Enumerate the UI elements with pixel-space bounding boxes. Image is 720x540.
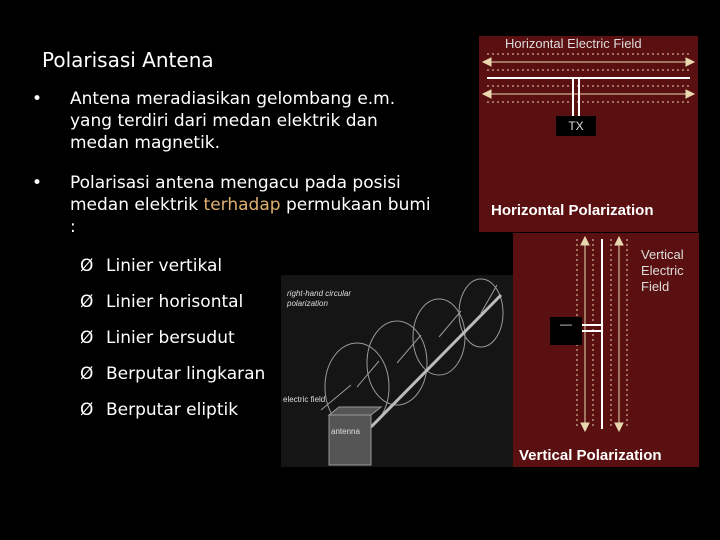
sub-item — [80, 256, 222, 276]
sub-item — [80, 364, 265, 384]
sub-item — [80, 400, 238, 420]
sub-item-label: Linier vertikal — [106, 256, 223, 276]
vertical-field-label: Electric — [641, 263, 684, 278]
horizontal-field-label: Horizontal Electric Field — [505, 36, 642, 51]
circular-polarization-image — [281, 275, 513, 467]
sub-item-label: Berputar lingkaran — [106, 364, 266, 384]
bullet-text: Antena meradiasikan gelombang e.m. yang terdiri dari medan elektrik dan medan magnetik. — [70, 89, 396, 153]
arrow-marker: Ø — [80, 400, 94, 420]
transmitter-box: TX — [556, 116, 596, 136]
bullet-text-part: permukaan bumi : — [70, 195, 431, 237]
horizontal-polarization-figure — [479, 36, 698, 232]
vertical-field-label: Vertical — [641, 247, 684, 262]
vertical-polarization-figure — [513, 233, 699, 467]
sub-item — [80, 328, 235, 348]
arrow-marker: Ø — [80, 328, 94, 348]
bullet-marker: • — [32, 89, 43, 109]
arrow-marker: Ø — [80, 292, 94, 312]
bullet-text-part: Polarisasi antena mengacu pada posisi medan elektrik — [70, 173, 401, 215]
photo-caption: right-hand circular — [287, 289, 352, 298]
sub-item-label: Berputar eliptik — [106, 400, 239, 420]
arrow-marker: Ø — [80, 364, 94, 384]
antenna-label: antenna — [331, 427, 360, 436]
sub-item-label: Linier horisontal — [106, 292, 244, 312]
transmitter-box: — — [550, 317, 582, 345]
arrow-marker: Ø — [80, 256, 94, 276]
horizontal-caption: Horizontal Polarization — [491, 202, 654, 219]
sub-item-label: Linier bersudut — [106, 328, 235, 348]
bullet-text — [70, 172, 440, 238]
slide-title: Polarisasi Antena — [42, 48, 214, 72]
sub-item — [80, 292, 243, 312]
vertical-field-label: Field — [641, 279, 670, 294]
vertical-caption: Vertical Polarization — [519, 447, 662, 464]
bullet-marker: • — [32, 173, 43, 193]
bullet-highlight: terhadap — [203, 195, 281, 215]
photo-caption: polarization — [287, 299, 328, 308]
electric-field-label: electric field — [283, 395, 326, 404]
